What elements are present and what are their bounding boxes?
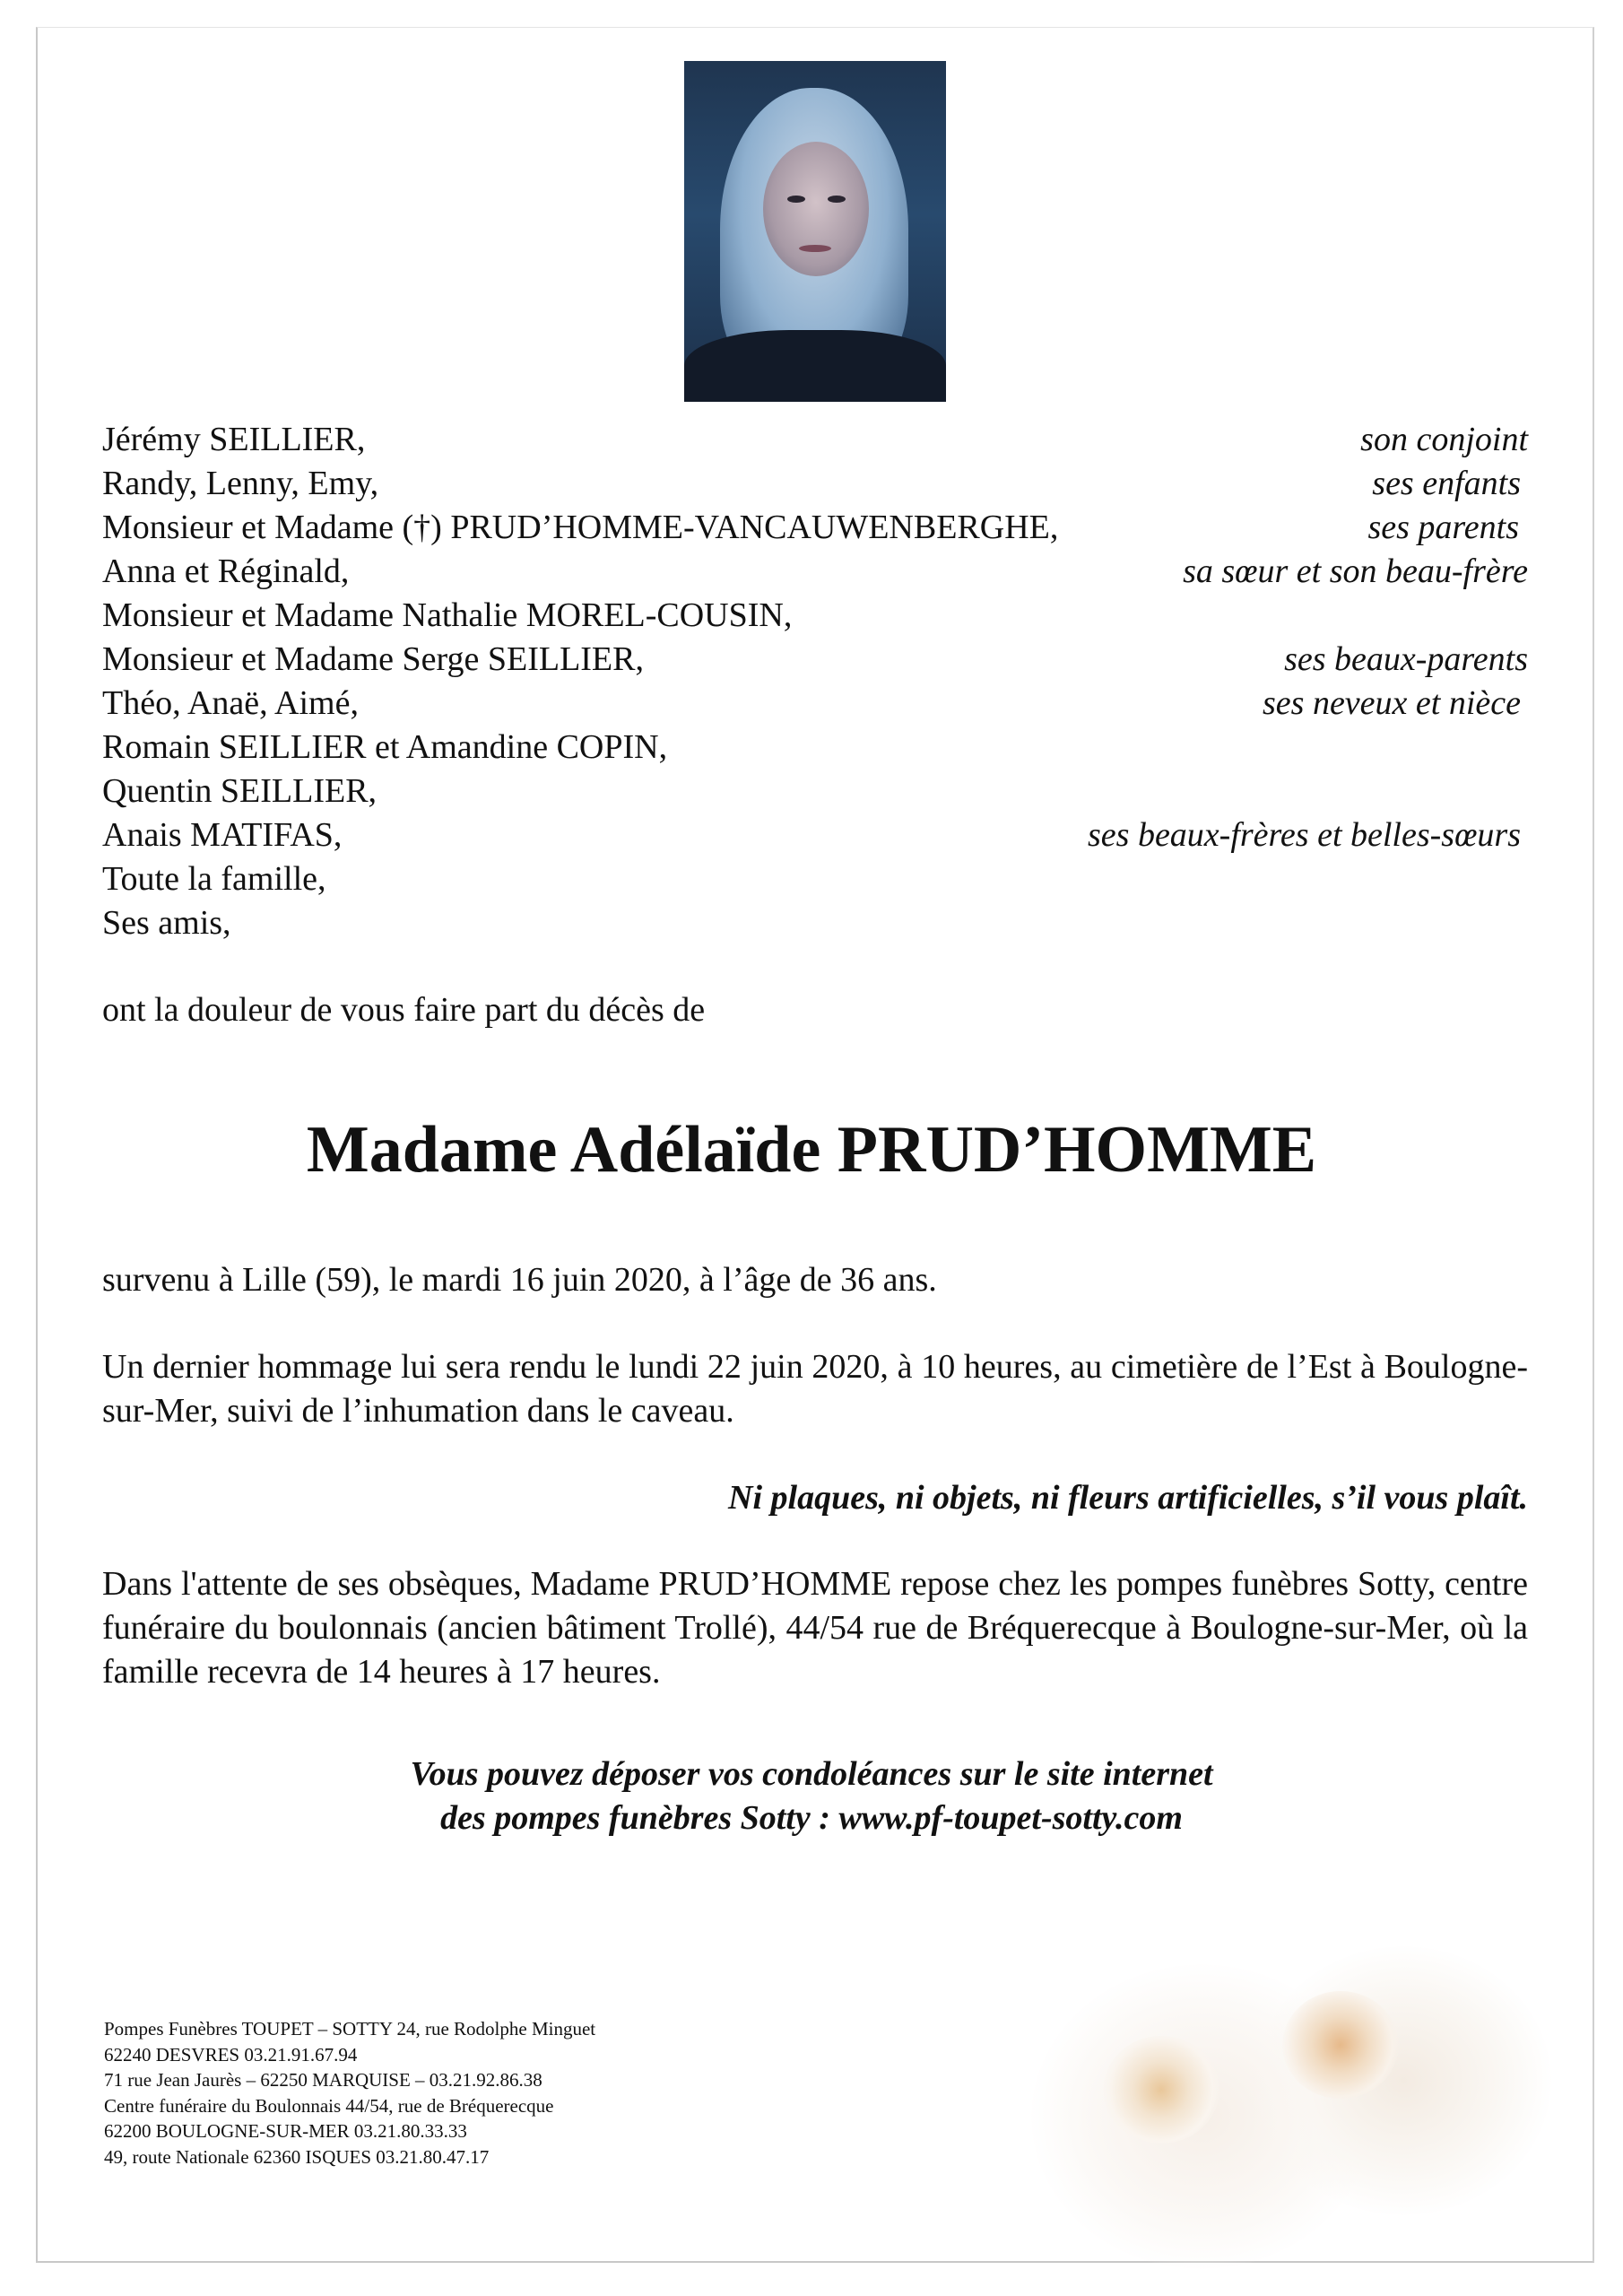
no-flowers-notice: Ni plaques, ni objets, ni fleurs artificielles, s’il vous plaît. <box>728 1479 1528 1517</box>
family-name: Quentin SEILLIER, <box>102 772 378 810</box>
footer-line: Centre funéraire du Boulonnais 44/54, rue de Bréquerecque <box>104 2094 554 2117</box>
family-line <box>102 726 1528 770</box>
family-name: Anna et Réginald, <box>102 552 350 590</box>
family-name: Théo, Anaë, Aimé, <box>102 684 359 722</box>
funeral-home-footer <box>104 2016 595 2170</box>
family-line <box>102 550 1528 594</box>
family-name: Anais MATIFAS, <box>102 816 343 854</box>
family-name: Toute la famille, <box>102 860 326 898</box>
family-relation: ses enfants <box>1372 465 1521 502</box>
family-line <box>102 418 1528 462</box>
family-name: Monsieur et Madame Serge SEILLIER, <box>102 640 644 678</box>
family-line <box>102 901 1528 945</box>
family-name: Ses amis, <box>102 904 231 942</box>
family-line <box>102 594 1528 638</box>
footer-line: 71 rue Jean Jaurès – 62250 MARQUISE – 03.21.92.86.38 <box>104 2069 542 2091</box>
family-relation: sa sœur et son beau-frère <box>1183 552 1528 590</box>
family-name: Jérémy SEILLIER, <box>102 421 366 458</box>
family-line <box>102 770 1528 813</box>
family-name: Monsieur et Madame (†) PRUD’HOMME-VANCAUWENBERGHE, <box>102 509 1059 546</box>
ceremony-text: Un dernier hommage lui sera rendu le lundi 22 juin 2020, à 10 heures, au cimetière de l’Est à Boulogne-sur-Mer, suivi de l’inhumation dans le caveau. <box>102 1348 1528 1430</box>
condolences-line-1: Vous pouvez déposer vos condoléances sur le site internet <box>410 1755 1213 1793</box>
rest-info: Dans l'attente de ses obsèques, Madame PRUD’HOMME repose chez les pompes funèbres Sotty, centre funéraire du boulonnais (ancien bâtiment Trollé), 44/54 rue de Bréquerecque à Boulogne-sur-Mer, où la famille recevra de 14 heures à 17 heures. <box>102 1565 1528 1691</box>
portrait-photo <box>684 61 946 402</box>
family-line <box>102 462 1528 506</box>
family-line <box>102 813 1528 857</box>
death-details: survenu à Lille (59), le mardi 16 juin 2020, à l’âge de 36 ans. <box>102 1261 937 1299</box>
family-line <box>102 506 1528 550</box>
family-line <box>102 638 1528 682</box>
family-line <box>102 682 1528 726</box>
announcement-text: ont la douleur de vous faire part du décès de <box>102 991 706 1029</box>
family-name: Randy, Lenny, Emy, <box>102 465 379 502</box>
footer-line: Pompes Funèbres TOUPET – SOTTY 24, rue Rodolphe Minguet <box>104 2018 596 2039</box>
family-relation: ses beaux-frères et belles-sœurs <box>1088 816 1521 854</box>
family-relation: ses parents <box>1367 509 1519 546</box>
condolences-line-2: des pompes funèbres Sotty : www.pf-toupet-sotty.com <box>440 1799 1183 1837</box>
family-relation: son conjoint <box>1360 421 1528 458</box>
footer-line: 49, route Nationale 62360 ISQUES 03.21.80.47.17 <box>104 2145 490 2168</box>
footer-line: 62200 BOULOGNE-SUR-MER 03.21.80.33.33 <box>104 2120 467 2142</box>
family-line <box>102 857 1528 901</box>
family-relation: ses neveux et nièce <box>1263 684 1521 722</box>
family-name: Romain SEILLIER et Amandine COPIN, <box>102 728 668 766</box>
family-name: Monsieur et Madame Nathalie MOREL-COUSIN, <box>102 596 793 634</box>
deceased-name: Madame Adélaïde PRUD’HOMME <box>306 1113 1317 1187</box>
family-relation: ses beaux-parents <box>1284 640 1528 678</box>
footer-line: 62240 DESVRES 03.21.91.67.94 <box>104 2043 358 2066</box>
